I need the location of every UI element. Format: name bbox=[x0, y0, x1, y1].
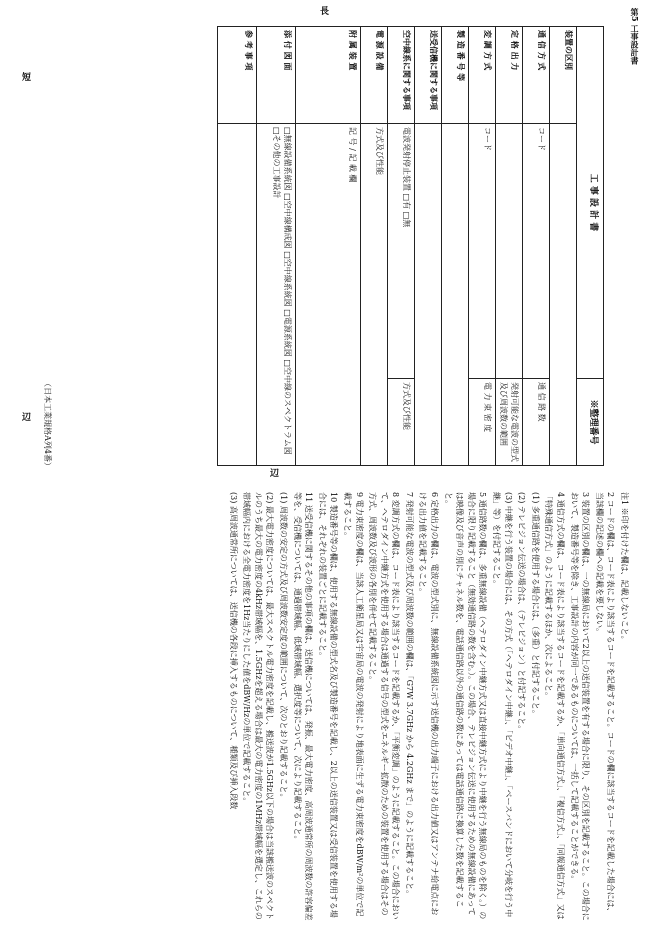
note-item: (2) テレビジョン伝送の場合は、（テレビジョン）と付記すること。 bbox=[517, 492, 527, 734]
note-item: 11 送受信機に関するその他の事項の欄は、送信機については、発振、最大電力密度、高周波通常所の周波数の許容偏差等を、受信機については、通過帯域幅、低域帯域幅、選択度等について、次により記載すること。 bbox=[292, 492, 314, 921]
note-item: (3) 中継を行う装置の場合には、その方式（「ヘテロダイン中継」、「ビデオ中継」、「ベースバンドにおいて分岐を行う中継」等）を付記すること。 bbox=[492, 492, 513, 918]
note-item: 8 変調方式の欄は、コード表により該当するコードを記載するか、「平衡変調」のように記載すること。この場合において、ヘテロダイン中継方式を使用する場合は通過する信号の型式をエネルギー拡散のための装置を使用する場合はその方式、周波数及び波形の各別を併せて記載すること。 bbox=[368, 492, 401, 920]
row-value: コード bbox=[469, 124, 496, 379]
row-value: 方式及び性能 bbox=[361, 124, 388, 466]
table-row bbox=[361, 27, 388, 466]
row-label: 製 造 番 号 等 bbox=[442, 27, 469, 124]
notes-section bbox=[40, 492, 630, 922]
table-row bbox=[296, 27, 361, 466]
row-label: 変 調 方 式 bbox=[469, 27, 496, 124]
note-item: 7 発射可能な電波の型式及び周波数の範囲の欄は、「G7W 3.7GHz から 4.2GHz まで」のように記載すること。 bbox=[404, 492, 414, 899]
row-extra: 通 信 路 数 bbox=[523, 379, 550, 466]
row-label: 参 考 事 項 bbox=[218, 27, 257, 124]
table-row bbox=[388, 27, 415, 466]
form-number: 第5 工事設計書 bbox=[630, 8, 640, 65]
paper-size-note: （日本工業規格A列4番） bbox=[43, 379, 52, 470]
row-label: 添 付 図 面 bbox=[257, 27, 296, 124]
row-extra: 電 力 束 密 度 bbox=[469, 379, 496, 466]
antenna-opts: 電波発射停止装置 □有 □無 bbox=[388, 124, 415, 379]
note-item: (1) 多重通信路を使用する場合には、（多重）と付記すること。 bbox=[530, 492, 540, 718]
note-item: 10 製造番号等の欄は、使用する無線設備の型式名及び製造番号を記載し、2以上の送信装置又は受信装置を使用する場合には、それぞれの装置ごとに記載すること。 bbox=[317, 492, 339, 918]
table-row bbox=[469, 27, 496, 466]
row-label: 送受信機に関する事項 bbox=[415, 27, 442, 124]
row-value bbox=[218, 124, 257, 466]
row-label: 附 属 装 置 bbox=[296, 27, 361, 124]
table-row bbox=[442, 27, 469, 466]
note-item: 注1 ※印を付けた欄は、記載しないこと。 bbox=[620, 492, 629, 644]
row-value: 記 号 / 記 載 欄 bbox=[296, 124, 361, 466]
side-edge-mark: 辺 bbox=[270, 469, 280, 479]
table-row bbox=[257, 27, 296, 466]
note-item: 5 通信路数の欄は、多重無線設備（ヘテロダイン中継方式又は直接中継方式により中継を行う無線局のものを除く。）の場合に限り記載すること（無効通信路の数を含む。）。この場合、テレビジョン伝送に使用するための無線設備にあっては映像及び音声の別にチャネル数を、電話通信路以外の通信路の数にあっては電話通信路に換算した数を記載すること。 bbox=[443, 492, 488, 920]
note-item: 6 定格出力の欄は、電波の型式別に、無線設備系統図に示す送信機の出力端子における出力値又はアンテナ給電点における出力値を記載すること。 bbox=[418, 492, 440, 916]
note-item: (3) 高周波通常所については、送信機の各段に挿入するものについて、種類及び挿入段数 bbox=[228, 492, 238, 810]
row-value bbox=[442, 124, 469, 466]
row-label: 装置の区別 bbox=[550, 27, 577, 124]
note-item: (2) 最大電力密度については、最大スペクトル電力密度を記載し、搬送波が1.5GHz以下の場合は当該搬送波のスペクトルのうち最大の電力密度の4kHz帯域幅を、1.5GHzを超える場合は最大の電力密度の1MHz帯域幅を選定し、これらの帯域幅内における全電力密度を1Hz当たりにした値をdBW/Hzの単位で記載すること。 bbox=[242, 492, 275, 921]
table-row bbox=[496, 27, 523, 466]
left-top-mark: 短 bbox=[22, 73, 32, 83]
row-value bbox=[415, 124, 442, 466]
row-label: 電 源 設 備 bbox=[361, 27, 388, 124]
note-item: 4 通信方式の欄は、コード表により該当するコードを記載するか、「単向通信方式」、「複信方式」、「同報通信方式」又は「特殊通信方式」のように記載するほか、次によること。 bbox=[544, 492, 566, 920]
row-value: コード bbox=[523, 124, 550, 379]
row-label: 定 格 出 力 bbox=[496, 27, 523, 124]
note-item: (1) 周波数の安定の方式及び周波数安定度の範囲について、次のとおり記載すること。 bbox=[278, 492, 288, 802]
design-form bbox=[40, 18, 630, 478]
row-label: 空中線系に関する事項 bbox=[388, 27, 415, 124]
form-title: 工 事 設 計 書 bbox=[577, 27, 604, 379]
row-value: 方式及び性能 bbox=[388, 379, 415, 466]
table-row bbox=[218, 27, 257, 466]
table-row bbox=[523, 27, 550, 466]
row-label: 通 信 方 式 bbox=[523, 27, 550, 124]
table-row bbox=[550, 27, 577, 466]
row-extra: 発射可能な電波の型式及び周波数の範囲 bbox=[496, 379, 523, 466]
row-value: □無線設備系統図 □空中線構成図 □空中線系統図 □電源系統図 □空中線のスペクトラム図 □その他の工事設計 bbox=[257, 124, 296, 466]
row-value bbox=[550, 124, 577, 466]
form-table bbox=[217, 26, 604, 466]
left-bottom-mark: 辺 bbox=[22, 413, 32, 423]
row-value bbox=[496, 124, 523, 379]
side-long-mark: 長 bbox=[320, 7, 330, 17]
note-item: 3 装置の区別の欄は、一の無線局において2以上の送信装置を有する場合に限り、その区別を記載すること。この場合において、製造番号等を除き、工事設計の内容が同一であるものについては、一括して記載することができる。 bbox=[569, 492, 591, 921]
note-item: 2 コードの欄は、コード表により該当するコードを記載すること。コードの欄に該当するコードを記載した場合には、当該欄の記述の欄への記載を要しない。 bbox=[594, 492, 616, 916]
serial-box: ※整理番号 bbox=[577, 379, 604, 466]
note-item: 9 電力束密度の欄は、当該人工衛星局又は宇宙局の電波の発射により地表面に生ずる電力束密度をdBW/m²の単位で記載すること。 bbox=[342, 492, 364, 917]
table-row bbox=[415, 27, 442, 466]
